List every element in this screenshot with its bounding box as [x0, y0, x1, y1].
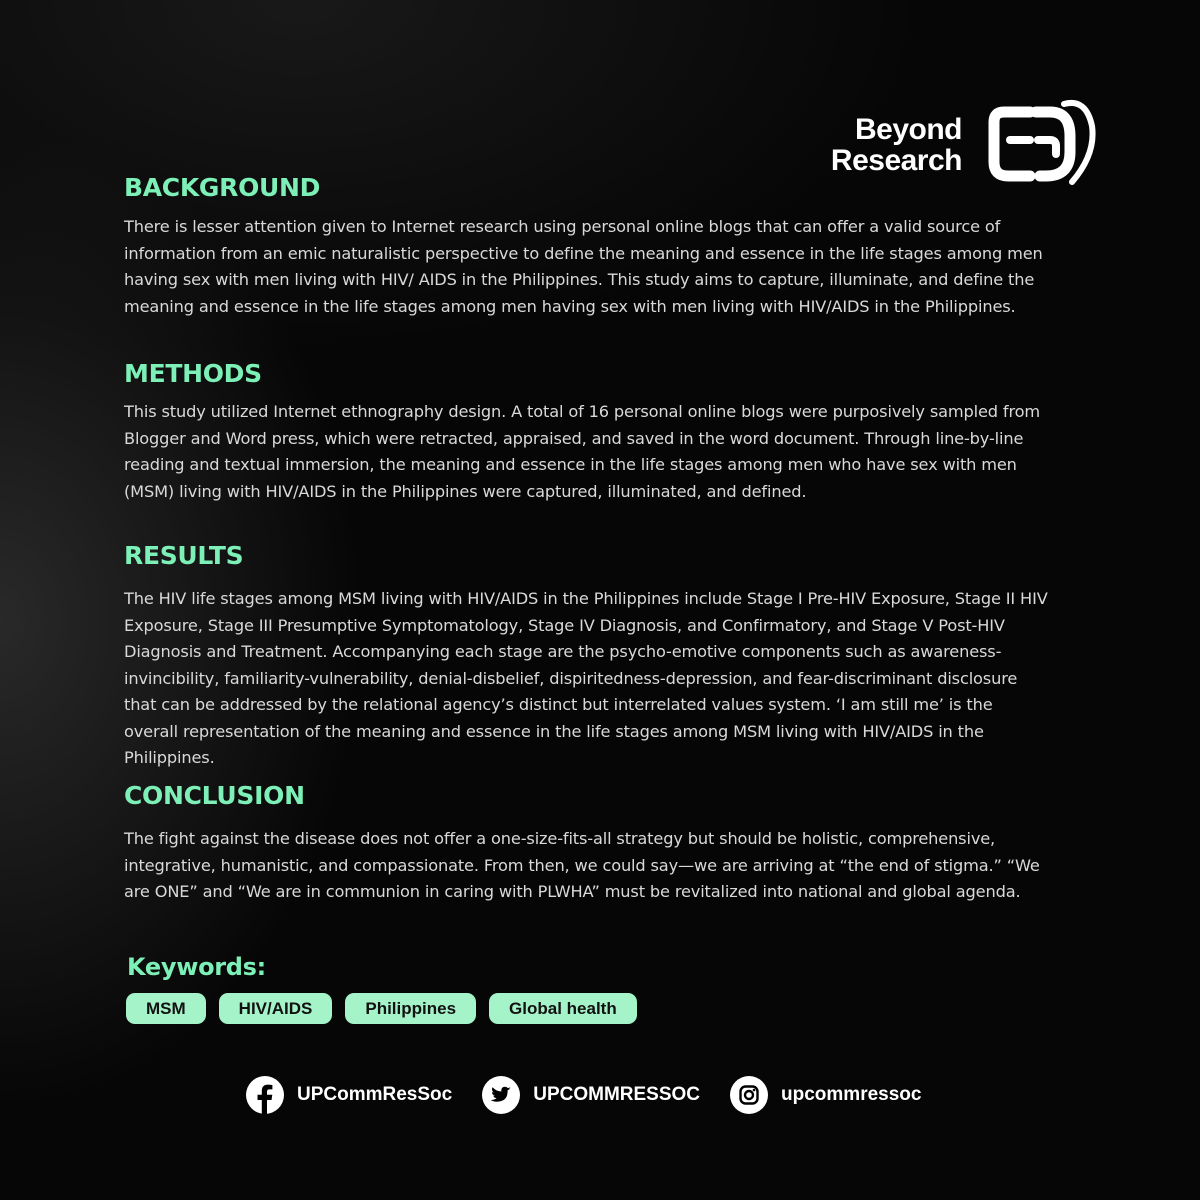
keywords-list — [126, 993, 637, 1024]
beyond-research-logo — [808, 96, 1098, 188]
keywords-title: Keywords: — [127, 953, 266, 981]
conclusion-text: The fight against the disease does not offer a one-size-fits-all strategy but should be holistic, comprehensive, integrative, humanistic, and compassionate. From then, we could say—we are arriving at “the end of stigma.” “We are ONE” and “We are in communion in caring with PLWHA” must be revitalized into national and global agenda. — [124, 829, 1040, 901]
instagram-handle: upcommressoc — [781, 1084, 922, 1105]
facebook-link[interactable] — [246, 1076, 452, 1114]
facebook-icon — [246, 1076, 284, 1114]
logo-line-2: Research — [830, 144, 962, 177]
instagram-link[interactable] — [730, 1076, 921, 1114]
conclusion-heading: CONCLUSION — [124, 781, 305, 810]
keyword-pill: HIV/AIDS — [219, 993, 333, 1024]
keyword-pill: MSM — [126, 993, 206, 1024]
results-text: The HIV life stages among MSM living with HIV/AIDS in the Philippines include Stage I Pre-HIV Exposure, Stage II HIV Exposure, Stage III Presumptive Symptomatology, Stage IV Diagnosis, and Confirmatory, and Stage V Post-HIV Diagnosis and Treatment. Accompanying each stage are the psycho-emotive components such as awareness-invincibility, familiarity-vulnerability, denial-disbelief, dispiritedness-depression, and fear-discriminant disclosure that can be addressed by the relational agency’s distinct but interrelated values system. ‘I am still me’ is the overall representation of the meaning and essence in the life stages among MSM living with HIV/AIDS in the Philippines. — [124, 589, 1048, 767]
social-links — [246, 1074, 951, 1116]
keyword-pill: Global health — [489, 993, 637, 1024]
instagram-icon — [730, 1076, 768, 1114]
background-text: There is lesser attention given to Internet research using personal online blogs that can offer a valid source of information from an emic naturalistic perspective to define the meaning and essence in the life stages among men having sex with men living with HIV/ AIDS in the Philippines. This study aims to capture, illuminate, and define the meaning and essence in the life stages among men having sex with men living with HIV/AIDS in the Philippines. — [124, 217, 1043, 316]
logo-wordmark — [831, 114, 962, 176]
background-heading: BACKGROUND — [124, 173, 321, 202]
logo-line-1: Beyond — [854, 113, 962, 146]
twitter-link[interactable] — [482, 1076, 700, 1114]
methods-text: This study utilized Internet ethnography design. A total of 16 personal online blogs were purposively sampled from Blogger and Word press, which were retracted, appraised, and saved in the word document. Through line-by-line reading and textual immersion, the meaning and essence in the life stages among men who have sex with men (MSM) living with HIV/AIDS in the Philippines were captured, illuminated, and defined. — [124, 402, 1040, 501]
keyword-pill: Philippines — [345, 993, 476, 1024]
twitter-icon — [482, 1076, 520, 1114]
results-heading: RESULTS — [124, 541, 244, 570]
methods-heading: METHODS — [124, 359, 262, 388]
logo-mark-icon — [986, 96, 1098, 188]
facebook-handle: UPCommResSoc — [297, 1084, 453, 1105]
twitter-handle: UPCOMMRESSOC — [533, 1084, 701, 1105]
